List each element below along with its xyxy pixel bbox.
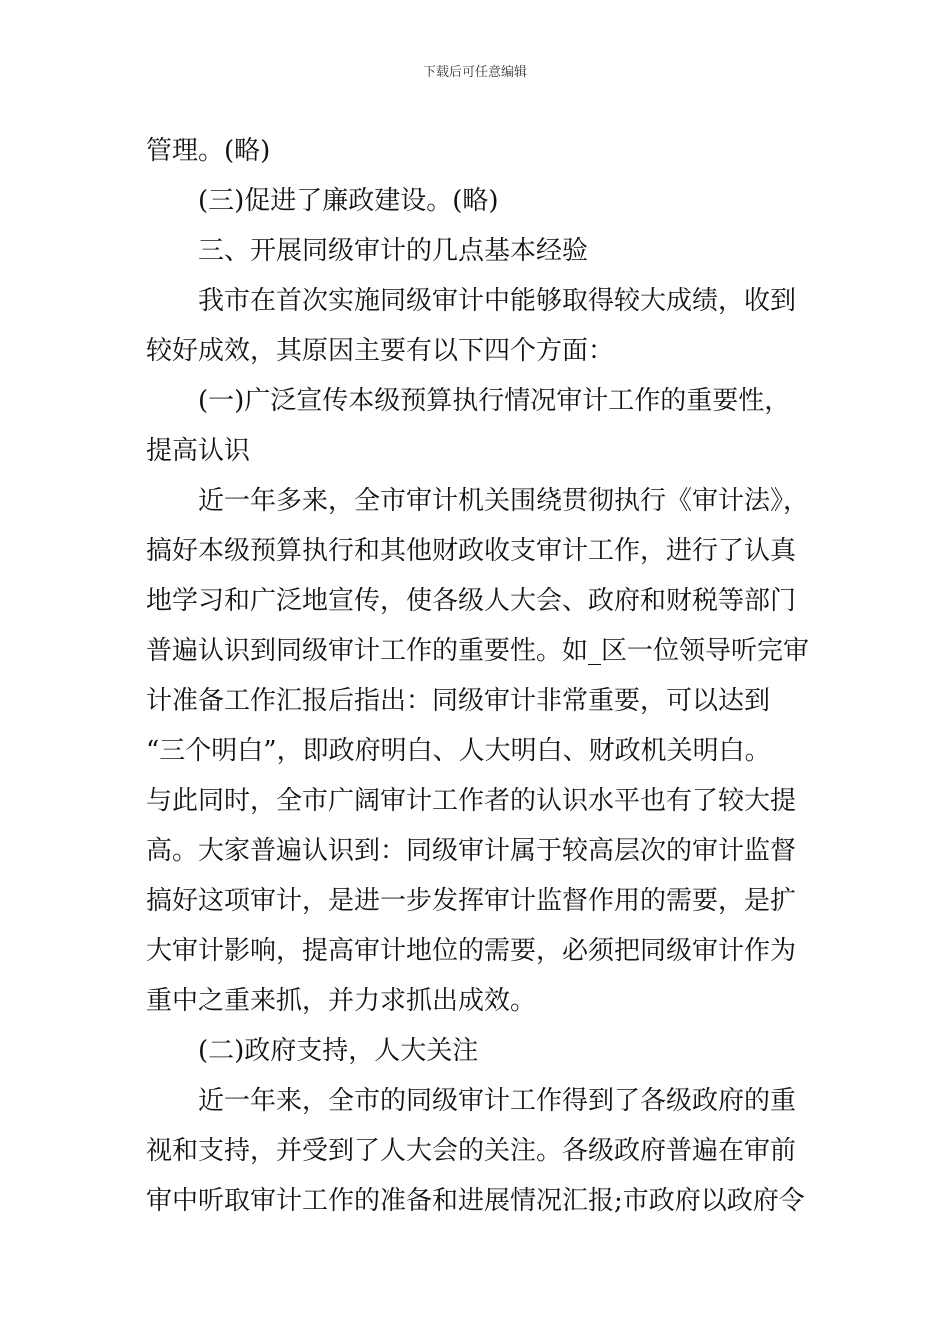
text-line: 审中听取审计工作的准备和进展情况汇报;市政府以政府令 <box>146 1186 805 1216</box>
text-line: 与此同时，全市广阔审计工作者的认识水平也有了较大提 <box>146 786 797 816</box>
text-line: 视和支持，并受到了人大会的关注。各级政府普遍在审前 <box>146 1136 797 1166</box>
subsection-heading: (一)广泛宣传本级预算执行情况审计工作的重要性， <box>198 386 791 416</box>
text-line: 搞好这项审计，是进一步发挥审计监督作用的需要，是扩 <box>146 886 797 916</box>
text-line: 我市在首次实施同级审计中能够取得较大成绩，收到 <box>198 286 797 316</box>
text-line: 地学习和广泛地宣传，使各级人大会、政府和财税等部门 <box>146 586 797 616</box>
text-line: (三)促进了廉政建设。(略) <box>198 186 499 216</box>
text-line: “三个明白”，即政府明白、人大明白、财政机关明白。 <box>146 736 771 766</box>
section-heading: 三、开展同级审计的几点基本经验 <box>198 236 589 266</box>
text-line: 搞好本级预算执行和其他财政收支审计工作，进行了认真 <box>146 536 797 566</box>
text-line: 近一年来，全市的同级审计工作得到了各级政府的重 <box>198 1086 797 1116</box>
text-line: 高。大家普遍认识到：同级审计属于较高层次的审计监督 <box>146 836 797 866</box>
text-line: 重中之重来抓，并力求抓出成效。 <box>146 986 537 1016</box>
document-body <box>146 126 826 1226</box>
subsection-heading: 提高认识 <box>146 436 251 466</box>
text-line: 较好成效，其原因主要有以下四个方面： <box>146 336 615 366</box>
text-line: 普遍认识到同级审计工作的重要性。如_区一位领导听完审 <box>146 636 810 666</box>
text-line: 大审计影响，提高审计地位的需要，必须把同级审计作为 <box>146 936 797 966</box>
subsection-heading: (二)政府支持，人大关注 <box>198 1036 479 1066</box>
text-line: 计准备工作汇报后指出：同级审计非常重要，可以达到 <box>146 686 771 716</box>
page-header: 下载后可任意编辑 <box>422 65 527 80</box>
text-line: 管理。(略) <box>146 136 271 166</box>
text-line: 近一年多来，全市审计机关围绕贯彻执行《审计法》， <box>198 486 810 516</box>
